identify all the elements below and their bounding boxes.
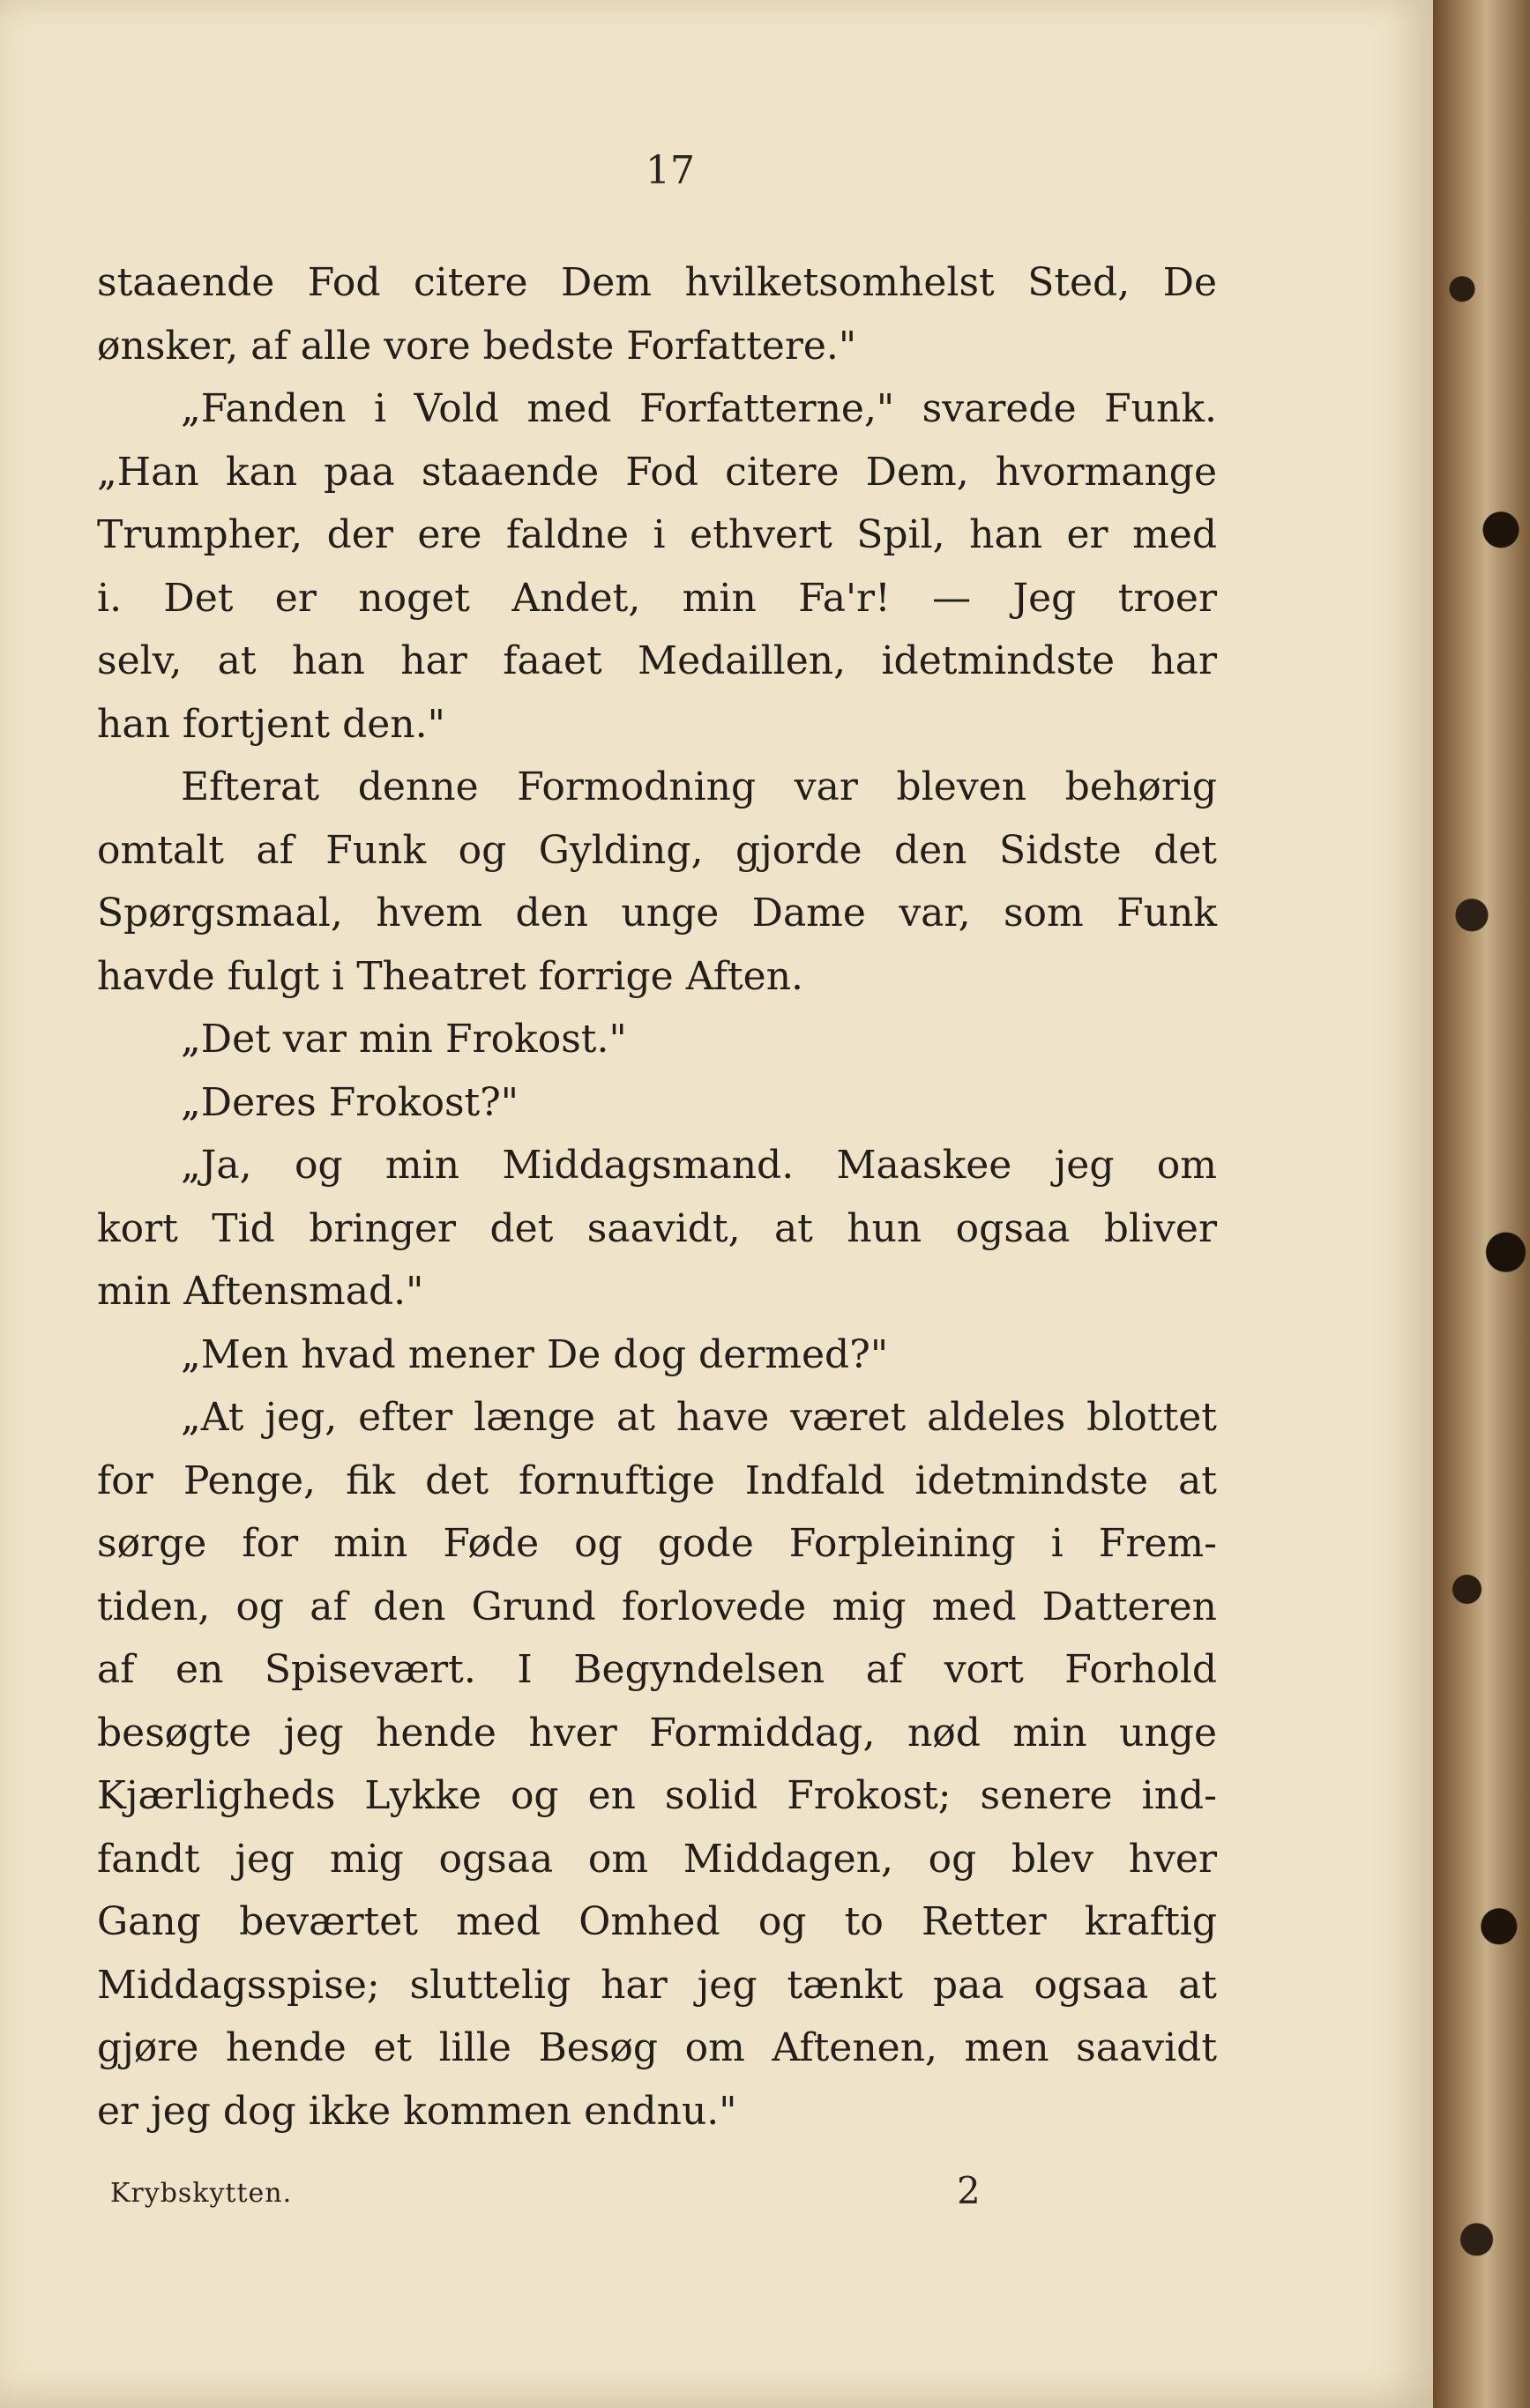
text-line: gjøre hende et lille Besøg om Aftenen, men saavidt: [97, 2025, 1217, 2070]
body-text: [97, 251, 1217, 2143]
text-line: Middagsspise; sluttelig har jeg tænkt paa ogsaa at: [97, 1962, 1217, 2008]
text-line: i. Det er noget Andet, min Fa'r! — Jeg troer: [97, 575, 1217, 621]
text-line: Kjærligheds Lykke og en solid Frokost; senere ind-: [97, 1773, 1217, 1818]
text-line: min Aftensmad.": [97, 1269, 424, 1314]
text-line: „Fanden i Vold med Forfatterne," svarede Funk.: [181, 386, 1217, 431]
text-line: kort Tid bringer det saavidt, at hun ogsaa bliver: [97, 1205, 1217, 1251]
text-line: besøgte jeg hende hver Formiddag, nød min unge: [97, 1710, 1217, 1756]
text-line: sørge for min Føde og gode Forpleining i Frem-: [97, 1521, 1217, 1566]
text-line: ønsker, af alle vore bedste Forfattere.": [97, 323, 857, 369]
text-line: „Ja, og min Middagsmand. Maaskee jeg om: [181, 1143, 1217, 1188]
text-line: „At jeg, efter længe at have været aldeles blottet: [181, 1395, 1217, 1440]
text-line: er jeg dog ikke kommen endnu.": [97, 2088, 737, 2134]
text-line: han fortjent den.": [97, 701, 445, 747]
text-line: staaende Fod citere Dem hvilketsomhelst Sted, De: [97, 260, 1217, 305]
text-line: for Penge, fik det fornuftige Indfald idetmindste at: [97, 1457, 1217, 1503]
text-line: Efterat denne Formodning var bleven behørig: [181, 764, 1217, 809]
text-line: „Men hvad mener De dog dermed?": [181, 1331, 889, 1377]
signature-mark: Krybskytten.: [110, 2178, 293, 2209]
text-line: tiden, og af den Grund forlovede mig med Datteren: [97, 1584, 1217, 1629]
text-line: „Det var min Frokost.": [181, 1017, 627, 1062]
text-line: af en Spisevært. I Begyndelsen af vort Forhold: [97, 1647, 1217, 1692]
page-number: 17: [646, 148, 695, 193]
text-line: Gang beværtet med Omhed og to Retter kraftig: [97, 1899, 1217, 1944]
sheet-number: 2: [957, 2169, 981, 2212]
text-line: havde fulgt i Theatret forrige Aften.: [97, 953, 804, 999]
text-line: Trumpher, der ere faldne i ethvert Spil, han er med: [97, 512, 1217, 557]
text-line: „Han kan paa staaende Fod citere Dem, hvormange: [97, 449, 1217, 495]
text-line: „Deres Frokost?": [181, 1079, 519, 1125]
book-binding-edge: [1433, 0, 1530, 2408]
text-line: selv, at han har faaet Medaillen, idetmindste har: [97, 638, 1217, 683]
text-line: fandt jeg mig ogsaa om Middagen, og blev hver: [97, 1836, 1217, 1882]
text-line: Spørgsmaal, hvem den unge Dame var, som Funk: [97, 891, 1217, 936]
text-line: omtalt af Funk og Gylding, gjorde den Sidste det: [97, 827, 1217, 873]
